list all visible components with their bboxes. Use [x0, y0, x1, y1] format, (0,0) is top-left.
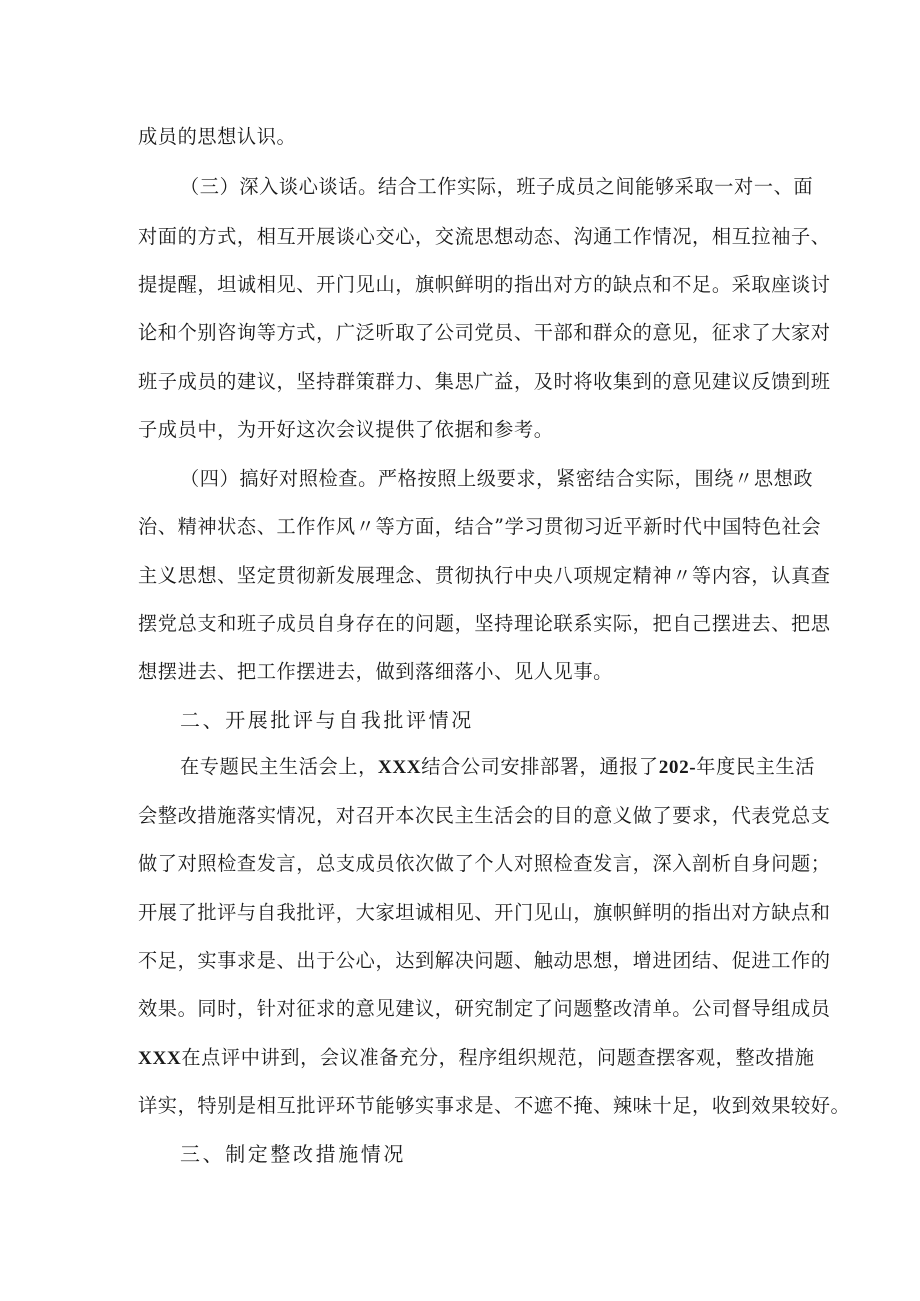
- name-placeholder: XXX: [377, 757, 422, 778]
- paragraph-line: 论和个别咨询等方式，广泛听取了公司党员、干部和群众的意见，征求了大家对: [138, 321, 831, 344]
- text-span: 结合公司安排部署，通报了: [421, 755, 659, 778]
- paragraph-line: 不足，实事求是、出于公心，达到解决问题、触动思想，增进团结、促进工作的: [138, 949, 831, 972]
- paragraph-line: 开展了批评与自我批评，大家坦诚相见、开门见山，旗帜鲜明的指出对方缺点和: [138, 901, 831, 924]
- paragraph-line: 对面的方式，相互开展谈心交心，交流思想动态、沟通工作情况，相互拉袖子、: [138, 225, 831, 248]
- name-placeholder: XXX: [138, 1048, 182, 1069]
- paragraph-line: 子成员中，为开好这次会议提供了依据和参考。: [138, 418, 554, 441]
- text-span: 在专题民主生活会上，: [180, 755, 378, 778]
- paragraph-line: [138, 1043, 815, 1073]
- paragraph-line: 成员的思想认识。: [138, 125, 297, 148]
- section-heading: 二、开展批评与自我批评情况: [180, 708, 474, 732]
- paragraph-line: 效果。同时，针对征求的意见建议，研究制定了问题整改清单。公司督导组成员: [138, 997, 831, 1020]
- paragraph-line: 班子成员的建议，坚持群策群力、集思广益，及时将收集到的意见建议反馈到班: [138, 370, 831, 393]
- section-heading: 三、制定整改措施情况: [180, 1142, 406, 1166]
- paragraph-line: （四）搞好对照检查。严格按照上级要求，紧密结合实际，围绕〃思想政: [180, 467, 814, 490]
- year-placeholder: 202-: [658, 757, 697, 778]
- paragraph-line: 摆党总支和班子成员自身存在的问题，坚持理论联系实际，把自己摆进去、把思: [138, 612, 831, 635]
- text-span: 在点评中讲到，会议准备充分，程序组织规范，问题查摆客观，整改措施: [181, 1046, 815, 1069]
- paragraph-line: 主义思想、坚定贯彻新发展理念、贯彻执行中央八项规定精神〃等内容，认真查: [138, 564, 831, 587]
- paragraph-line: 做了对照检查发言，总支成员依次做了个人对照检查发言，深入剖析自身问题；: [138, 852, 831, 875]
- paragraph-line: 提提醒，坦诚相见、开门见山，旗帜鲜明的指出对方的缺点和不足。采取座谈讨: [138, 273, 831, 296]
- text-span: 年度民主生活: [696, 755, 816, 778]
- paragraph-line: 治、精神状态、工作作风〃等方面，结合”学习贯彻习近平新时代中国特色社会: [138, 515, 822, 538]
- paragraph-line: 想摆进去、把工作摆进去，做到落细落小、见人见事。: [138, 660, 613, 683]
- paragraph-line: （三）深入谈心谈话。结合工作实际，班子成员之间能够采取一对一、面: [180, 175, 814, 198]
- paragraph-line: 会整改措施落实情况，对召开本次民主生活会的目的意义做了要求，代表党总支: [138, 804, 831, 827]
- paragraph-line: 详实，特别是相互批评环节能够实事求是、不遮不掩、辣味十足，收到效果较好。: [138, 1094, 851, 1117]
- paragraph-line: [180, 752, 816, 782]
